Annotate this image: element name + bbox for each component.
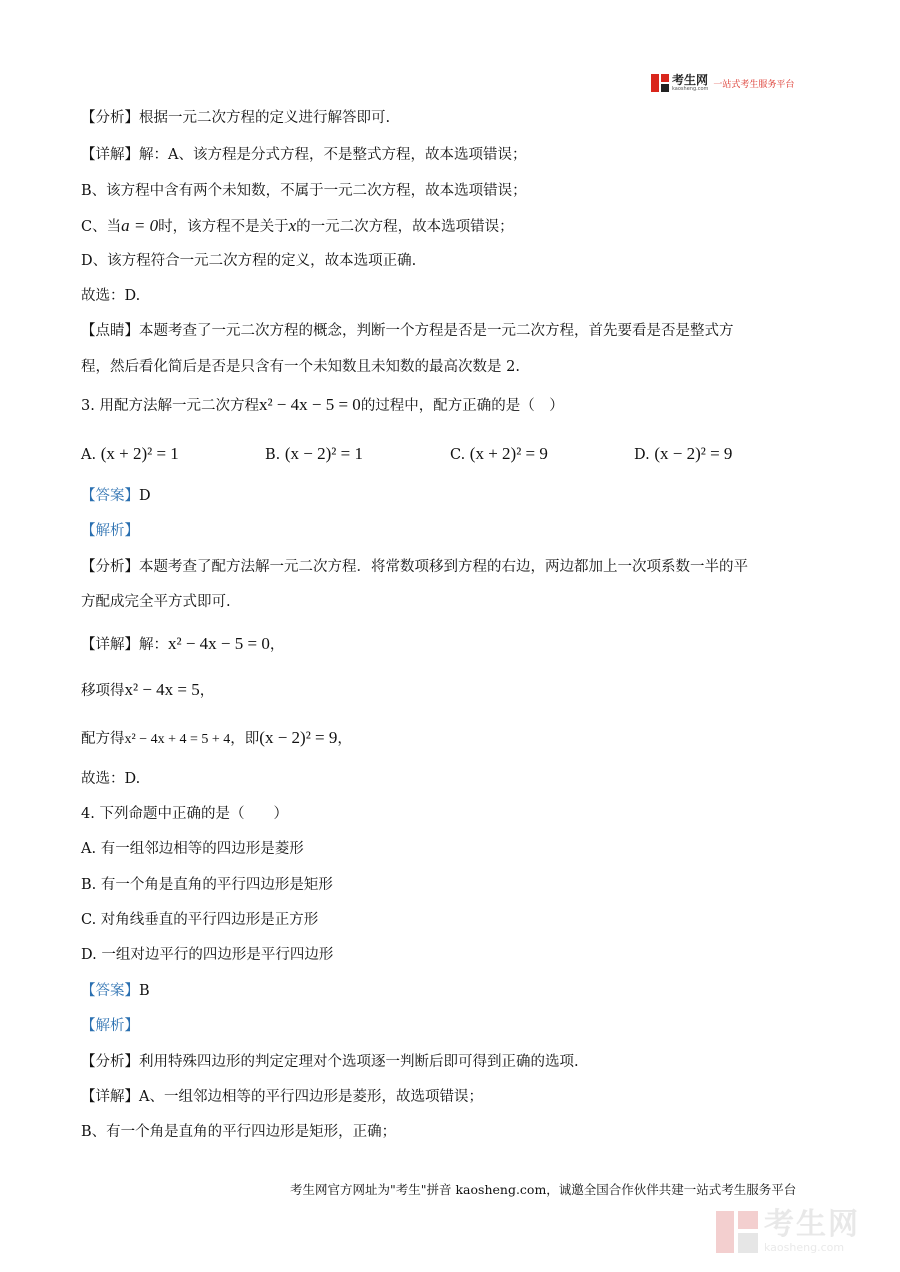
q2-choice: 故选：D. bbox=[81, 288, 141, 304]
q4-explain-tag: 【解析】 bbox=[81, 1018, 139, 1034]
kaosheng-watermark-icon bbox=[716, 1211, 758, 1253]
q3-option-c-label: C. bbox=[450, 447, 466, 463]
q3-explain-tag: 【解析】 bbox=[81, 523, 139, 539]
q2-detail-c-var: x bbox=[288, 216, 297, 235]
q2-detail-c-post: 的一元二次方程，故本选项错误； bbox=[296, 219, 514, 235]
watermark-url: kaosheng.com bbox=[764, 1241, 845, 1254]
logo-url: kaosheng.com bbox=[672, 86, 709, 92]
q3-option-b bbox=[265, 443, 363, 466]
q3-stem-pre: 3. 用配方法解一元二次方程 bbox=[81, 398, 259, 414]
header-logo bbox=[651, 72, 794, 94]
q3-option-a-math: (x + 2)² = 1 bbox=[100, 444, 179, 463]
q3-move-pre: 移项得 bbox=[81, 683, 125, 699]
q4-option-b: B. 有一个角是直角的平行四边形是矩形 bbox=[81, 877, 333, 893]
q3-analysis-line1: 【分析】本题考查了配方法解一元二次方程．将常数项移到方程的右边，两边都加上一次项系数一半的平 bbox=[81, 559, 748, 575]
q4-detail-b: B、有一个角是直角的平行四边形是矩形，正确； bbox=[81, 1124, 397, 1140]
q3-analysis-line2: 方配成完全平方式即可. bbox=[81, 594, 231, 610]
kaosheng-logo-icon bbox=[651, 74, 669, 92]
logo-slogan: 一站式考生服务平台 bbox=[713, 79, 795, 90]
logo-name: 考生网 bbox=[672, 73, 709, 87]
q4-answer-value: B bbox=[139, 983, 150, 999]
q3-choice: 故选：D. bbox=[81, 771, 141, 787]
q2-detail-d: D、该方程符合一元二次方程的定义，故本选项正确. bbox=[81, 253, 417, 269]
q3-detail-post: ， bbox=[269, 637, 285, 653]
q3-detail-pre: 【详解】解： bbox=[81, 637, 168, 653]
q3-option-c-math: (x + 2)² = 9 bbox=[469, 444, 548, 463]
q2-comment-line2: 程，然后看化简后是否是只含有一个未知数且未知数的最高次数是 2. bbox=[81, 359, 520, 375]
q4-option-c: C. 对角线垂直的平行四边形是正方形 bbox=[81, 912, 319, 928]
q4-analysis: 【分析】利用特殊四边形的判定定理对个选项逐一判断后即可得到正确的选项. bbox=[81, 1054, 579, 1070]
q3-option-d bbox=[634, 443, 732, 466]
q3-option-a bbox=[81, 443, 179, 466]
q4-answer bbox=[81, 981, 150, 1001]
q3-stem-post: 的过程中，配方正确的是（ ） bbox=[360, 398, 564, 414]
q2-detail-a: 【详解】解：A、该方程是分式方程，不是整式方程，故本选项错误； bbox=[81, 147, 527, 163]
q3-complete-post: ， bbox=[337, 731, 352, 747]
q3-answer-value: D bbox=[139, 488, 151, 504]
q3-option-d-label: D. bbox=[634, 447, 650, 463]
q3-complete-pre: 配方得 bbox=[81, 731, 125, 747]
q3-option-b-label: B. bbox=[265, 447, 281, 463]
q2-detail-c-mid: 时，该方程不是关于 bbox=[158, 219, 289, 235]
q3-detail-math: x² − 4x − 5 = 0 bbox=[168, 634, 270, 653]
footer-text: 考生网官方网址为"考生"拼音 kaosheng.com，诚邀全国合作伙伴共建一站式考生服务平台 bbox=[290, 1182, 797, 1197]
q4-answer-tag: 【答案】 bbox=[81, 983, 139, 999]
q3-stem bbox=[81, 395, 564, 416]
q2-detail-c bbox=[81, 216, 514, 237]
q3-option-d-math: (x − 2)² = 9 bbox=[654, 444, 733, 463]
q3-option-a-label: A. bbox=[81, 447, 97, 463]
q3-move-math: x² − 4x = 5 bbox=[124, 680, 200, 699]
q4-option-a: A. 有一组邻边相等的四边形是菱形 bbox=[81, 841, 304, 857]
q2-comment-line1: 【点睛】本题考查了一元二次方程的概念，判断一个方程是否是一元二次方程，首先要看是否是整式方 bbox=[81, 323, 734, 339]
q2-detail-c-math: a = 0 bbox=[121, 216, 159, 235]
q3-complete-mid: ，即 bbox=[230, 731, 260, 747]
footer-watermark bbox=[716, 1207, 860, 1254]
q3-answer bbox=[81, 486, 151, 506]
q3-move-post: ， bbox=[199, 683, 215, 699]
q3-stem-math: x² − 4x − 5 = 0 bbox=[258, 395, 361, 414]
q2-detail-b: B、该方程中含有两个未知数，不属于一元二次方程，故本选项错误； bbox=[81, 183, 527, 199]
q3-option-b-math: (x − 2)² = 1 bbox=[284, 444, 363, 463]
q3-complete-math-1: x² − 4x + 4 = 5 + 4 bbox=[124, 732, 231, 747]
q4-stem: 4. 下列命题中正确的是（ ） bbox=[81, 806, 288, 822]
q3-move-terms bbox=[81, 680, 214, 701]
q2-detail-c-pre: C、当 bbox=[81, 219, 122, 235]
q4-detail-a: 【详解】A、一组邻边相等的平行四边形是菱形，故选项错误； bbox=[81, 1089, 483, 1105]
watermark-name: 考生网 bbox=[764, 1207, 860, 1242]
q3-complete-square bbox=[81, 728, 352, 750]
q3-complete-math-2: (x − 2)² = 9 bbox=[259, 728, 338, 747]
q3-answer-tag: 【答案】 bbox=[81, 488, 139, 504]
q3-detail bbox=[81, 634, 284, 655]
q3-option-c bbox=[450, 443, 548, 466]
q4-option-d: D. 一组对边平行的四边形是平行四边形 bbox=[81, 947, 334, 963]
q2-analysis: 【分析】根据一元二次方程的定义进行解答即可. bbox=[81, 110, 391, 126]
